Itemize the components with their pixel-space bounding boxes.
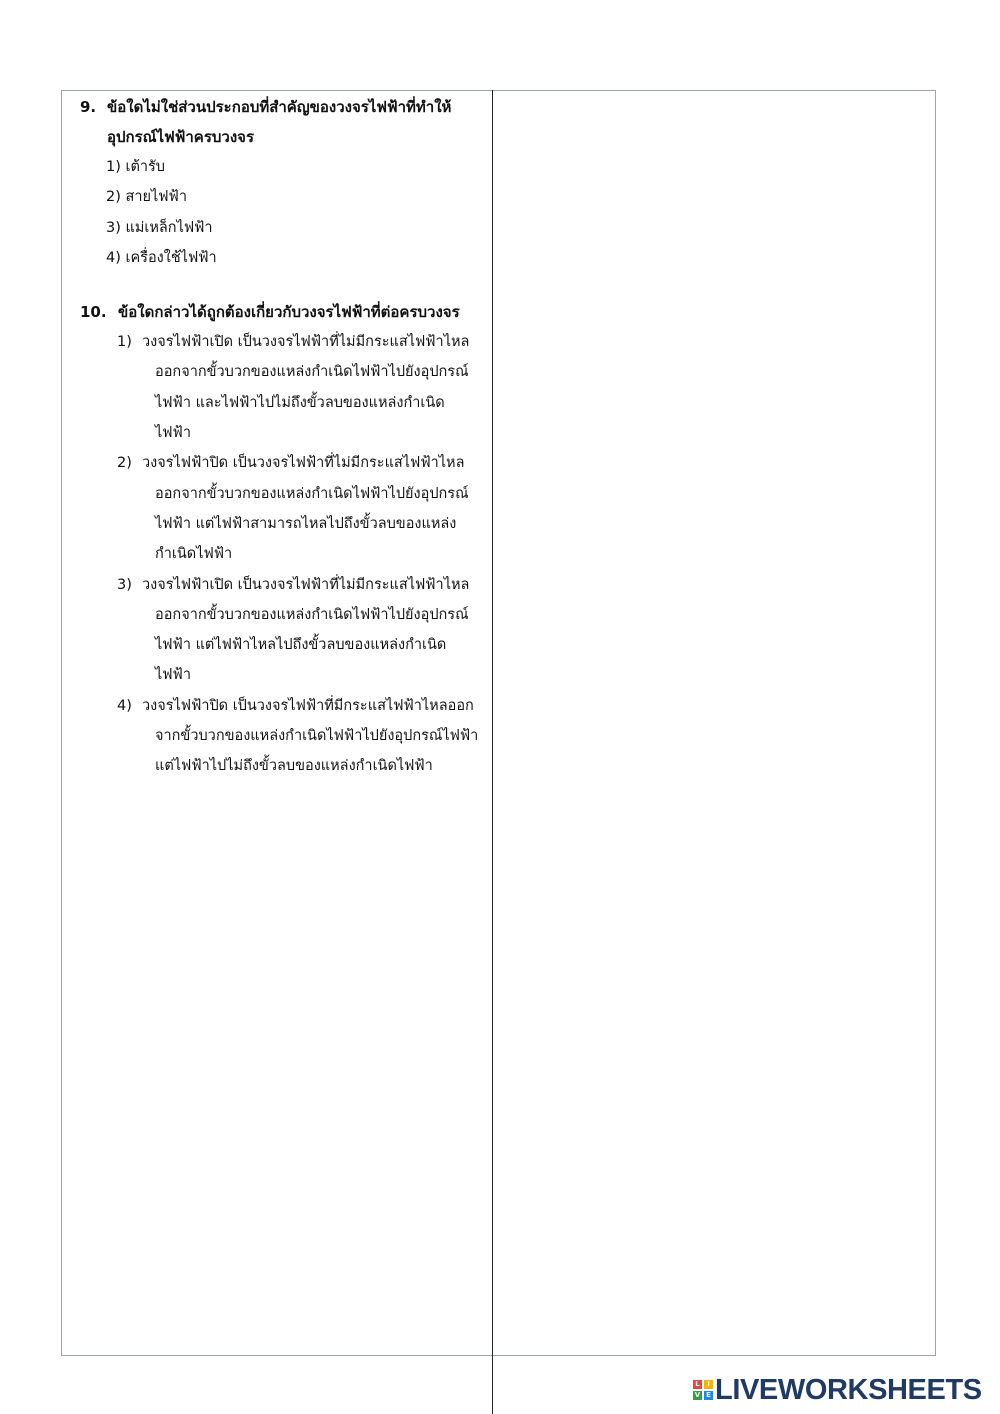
question-10-heading — [80, 297, 480, 327]
option-4[interactable] — [80, 691, 480, 782]
option-text: วงจรไฟฟ้าปิด เป็นวงจรไฟฟ้าที่มีกระแสไฟฟ้าไหลออกจากขั้วบวกของแหล่งกำเนิดไฟฟ้าไปยังอุปกรณ์ไฟฟ้า แต่ไฟฟ้าไปไม่ถึงขั้วลบของแหล่งกำเนิดไฟฟ้า — [142, 697, 479, 775]
option-number: 3) — [117, 576, 132, 593]
liveworksheets-brand — [693, 1375, 982, 1405]
question-number: 10. — [80, 303, 107, 322]
option-number: 1) — [106, 159, 121, 175]
logo-letter: E — [704, 1391, 713, 1400]
option-number: 2) — [106, 189, 121, 206]
option-1[interactable] — [80, 152, 480, 182]
option-text: แม่เหล็กไฟฟ้า — [125, 219, 213, 236]
option-list — [80, 327, 480, 781]
option-3[interactable] — [80, 213, 480, 243]
liveworksheets-logo-icon — [693, 1380, 713, 1400]
option-text: เต้ารับ — [125, 159, 166, 175]
question-10 — [80, 297, 480, 781]
option-number: 3) — [106, 219, 121, 236]
option-number: 2) — [117, 455, 132, 472]
option-number: 1) — [117, 334, 132, 351]
option-text: เครื่องใช้ไฟฟ้า — [125, 249, 217, 266]
option-number: 4) — [117, 697, 132, 714]
logo-letter: V — [694, 1391, 701, 1399]
question-9-heading — [80, 92, 480, 152]
option-3[interactable] — [80, 570, 480, 691]
option-1[interactable] — [80, 327, 480, 448]
option-number: 4) — [106, 249, 121, 266]
option-2[interactable] — [80, 448, 480, 569]
option-text: วงจรไฟฟ้าปิด เป็นวงจรไฟฟ้าที่ไม่มีกระแสไฟฟ้าไหลออกจากขั้วบวกของแหล่งกำเนิดไฟฟ้าไปยังอุปกรณ์ไฟฟ้า แต่ไฟฟ้าสามารถไหลไปถึงขั้วลบของแหล่งกำเนิดไฟฟ้า — [142, 455, 469, 563]
question-column — [80, 92, 480, 782]
column-divider — [492, 90, 493, 1414]
option-list — [80, 152, 480, 273]
option-text: วงจรไฟฟ้าเปิด เป็นวงจรไฟฟ้าที่ไม่มีกระแสไฟฟ้าไหลออกจากขั้วบวกของแหล่งกำเนิดไฟฟ้าไปยังอุปกรณ์ไฟฟ้า และไฟฟ้าไปไม่ถึงขั้วลบของแหล่งกำเนิดไฟฟ้า — [142, 334, 470, 442]
option-text: สายไฟฟ้า — [125, 189, 187, 206]
question-spacer — [80, 273, 480, 297]
option-2[interactable] — [80, 182, 480, 212]
question-text: ข้อใดกล่าวได้ถูกต้องเกี่ยวกับวงจรไฟฟ้าที่ต่อครบวงจร — [118, 303, 460, 322]
logo-letter: L — [693, 1380, 702, 1389]
question-number: 9. — [80, 98, 97, 116]
question-9 — [80, 92, 480, 273]
question-text: ข้อใดไม่ใช่ส่วนประกอบที่สำคัญของวงจรไฟฟ้าที่ทำให้อุปกรณ์ไฟฟ้าครบวงจร — [107, 98, 452, 146]
option-4[interactable] — [80, 243, 480, 273]
option-text: วงจรไฟฟ้าเปิด เป็นวงจรไฟฟ้าที่ไม่มีกระแสไฟฟ้าไหลออกจากขั้วบวกของแหล่งกำเนิดไฟฟ้าไปยังอุปกรณ์ไฟฟ้า แต่ไฟฟ้าไหลไปถึงขั้วลบของแหล่งกำเนิดไฟฟ้า — [142, 576, 470, 684]
brand-name: LIVEWORKSHEETS — [715, 1374, 982, 1406]
logo-letter: I — [704, 1380, 713, 1389]
